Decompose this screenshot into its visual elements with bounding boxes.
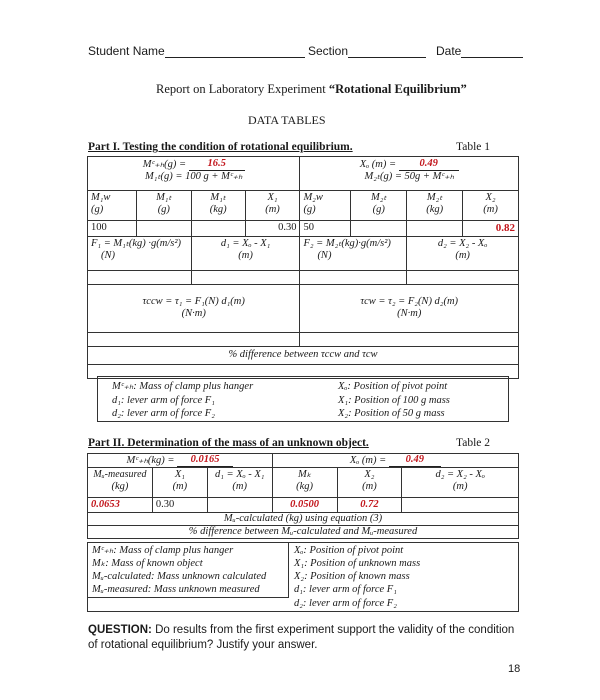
student-name-label: Student Name	[88, 44, 305, 58]
mch-value: 16.5	[189, 158, 245, 171]
tau-ccw-cell: τccw = τ₁ = F₁(N) d₁(m) (N·m)	[88, 284, 300, 332]
col-m1w: M₁w (g)	[88, 191, 137, 221]
col-m2w: M₂w (g)	[300, 191, 351, 221]
value-m2t-kg	[407, 221, 463, 237]
table1-legend-right: Xₒ: Position of pivot point X₁: Position of 100 g mass X₂: Position of 50 g mass	[338, 381, 450, 420]
col-m2t-g: M₂ₜ (g)	[351, 191, 407, 221]
xo-value: 0.49	[399, 158, 459, 171]
table1-label: Table 1	[456, 141, 491, 153]
mu-calculated-row: Mᵤ-calculated (kg) using equation (3)	[88, 513, 519, 526]
pct-diff-row-2: % difference between Mᵤ-calculated and Mᵤ-measured	[88, 526, 519, 539]
table-2	[87, 453, 519, 539]
value-m1t-kg	[191, 221, 245, 237]
d1-value	[191, 270, 300, 284]
value-x2-2: 0.72	[337, 498, 402, 513]
tau-cw-cell: τcw = τ₂ = F₂(N) d₂(m) (N·m)	[300, 284, 519, 332]
d1-formula-cell: d₁ = Xₒ - X₁ (m)	[191, 236, 300, 270]
table2-pivot-header: Xₒ (m) = 0.49	[272, 454, 518, 468]
value-m1t-g	[136, 221, 191, 237]
xo-value-2: 0.49	[389, 454, 441, 467]
col-x1-2: X₁ (m)	[152, 468, 207, 498]
table2-mass-header: Mᶜ₊ₕ(kg) = 0.0165	[88, 454, 273, 468]
col-x1: X₁ (m)	[245, 191, 300, 221]
f2-formula-cell: F₂ = M₂ₜ(kg)·g(m/s²) (N)	[300, 236, 407, 270]
table2-legend	[87, 542, 519, 612]
f1-value	[88, 270, 192, 284]
value-m2w: 50	[300, 221, 351, 237]
table1-mass-header: Mᶜ₊ₕ(g) = 16.5 M₁ₜ(g) = 100 g + Mᶜ₊ₕ	[88, 157, 300, 191]
page-number: 18	[508, 663, 521, 675]
f2-value	[300, 270, 407, 284]
col-m1t-g: M₁ₜ (g)	[136, 191, 191, 221]
part1-heading: Part I. Testing the condition of rotational equilibrium.	[88, 141, 353, 153]
table-1	[87, 156, 519, 379]
value-mk: 0.0500	[272, 498, 337, 513]
value-d2	[402, 498, 519, 513]
col-mu-measured: Mᵤ-measured (kg)	[88, 468, 153, 498]
col-x2: X₂ (m)	[463, 191, 519, 221]
value-m1w: 100	[88, 221, 137, 237]
data-tables-heading: DATA TABLES	[248, 113, 326, 127]
value-x1-2: 0.30	[152, 498, 207, 513]
value-m2t-g	[351, 221, 407, 237]
table1-pivot-header: Xₒ (m) = 0.49 M₂ₜ(g) = 50g + Mᶜ₊ₕ	[300, 157, 519, 191]
value-mu-measured: 0.0653	[88, 498, 153, 513]
value-d1	[207, 498, 272, 513]
table1-legend	[97, 376, 509, 422]
col-m1t-kg: M₁ₜ (kg)	[191, 191, 245, 221]
table2-legend-right: Xₒ: Position of pivot point X₁: Position of unknown mass X₂: Position of known mass d₁: lever arm of force F₁ d₂: lever arm of force F₂	[294, 545, 421, 609]
col-m2t-kg: M₂ₜ (kg)	[407, 191, 463, 221]
d2-formula-cell: d₂ = X₂ - Xₒ (m)	[407, 236, 519, 270]
table2-label: Table 2	[456, 437, 491, 449]
value-x1: 0.30	[245, 221, 300, 237]
section-label: Section	[308, 44, 426, 58]
d2-value	[407, 270, 519, 284]
tau-cw-value	[300, 332, 519, 346]
pct-diff-row: % difference between τccw and τcw	[88, 346, 519, 364]
report-title: Report on Laboratory Experiment “Rotational Equilibrium”	[156, 82, 467, 96]
col-x2-2: X₂ (m)	[337, 468, 402, 498]
table1-legend-left: Mᶜ₊ₕ: Mass of clamp plus hanger d₁: lever arm of force F₁ d₂: lever arm of force F₂	[112, 381, 254, 420]
question-block: QUESTION: Do results from the first experiment support the validity of the condition of rotational equilibrium? Justify your answer.	[88, 624, 515, 651]
tau-ccw-value	[88, 332, 300, 346]
value-x2: 0.82	[463, 221, 519, 237]
f1-formula-cell: F₁ = M₁ₜ(kg) ·g(m/s²) (N)	[88, 236, 192, 270]
table2-legend-left: Mᶜ₊ₕ: Mass of clamp plus hanger Mₖ: Mass of known object Mᵤ-calculated: Mass unknown calculated Mᵤ-measured: Mass unknown measured	[88, 543, 289, 598]
mch-kg-value: 0.0165	[177, 454, 233, 467]
part2-heading: Part II. Determination of the mass of an unknown object.	[88, 437, 369, 449]
col-d2: d₂ = X₂ - Xₒ (m)	[402, 468, 519, 498]
date-label: Date	[436, 44, 523, 58]
m2t-formula: M₂ₜ(g) = 50g + Mᶜ₊ₕ	[364, 171, 454, 183]
m1t-formula: M₁ₜ(g) = 100 g + Mᶜ₊ₕ	[145, 171, 243, 183]
col-d1: d₁ = Xₒ - X₁ (m)	[207, 468, 272, 498]
col-mk: Mₖ (kg)	[272, 468, 337, 498]
